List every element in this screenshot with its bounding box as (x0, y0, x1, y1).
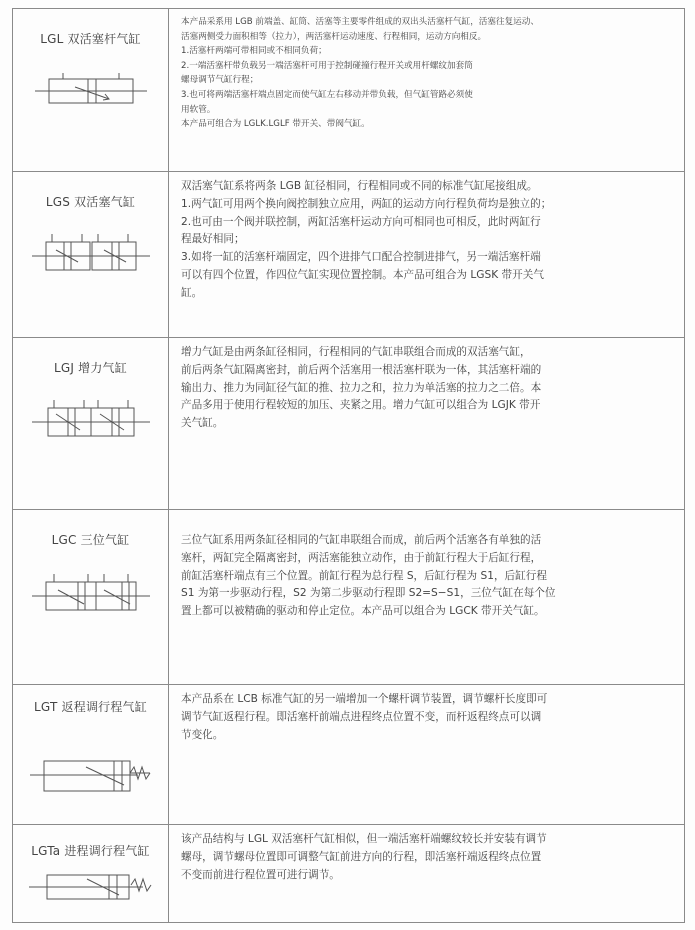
row-title: LGJ 增力气缸 (54, 361, 127, 375)
description-line: 螺母，调节螺母位置即可调整气缸前进方向的行程，即活塞杆端返程终点位置 (181, 850, 542, 863)
description-line: 1.活塞杆两端可带相同或不相同负荷； (181, 46, 327, 57)
description-line: 前缸活塞杆端点有三个位置。前缸行程为总行程 S，后缸行程为 S1，后缸行程 (181, 569, 547, 582)
row-lgs (13, 172, 685, 338)
description-line: 活塞两侧受力面积相等（拉力），两活塞杆运动速度、行程相同，运动方向相反。 (181, 31, 487, 42)
row-title: LGS 双活塞气缸 (45, 195, 136, 209)
double-piston-cylinder-diagram-icon (28, 220, 154, 284)
description-line: 本产品系在 LCB 标准气缸的另一端增加一个螺杆调节装置，调节螺杆长度即可 (181, 693, 548, 705)
row-lgc (13, 510, 685, 685)
description-line: 可以有四个位置，作四位气缸实现位置控制。本产品可组合为 LGSK 带开关气 (181, 268, 544, 281)
row-lgl-description (169, 9, 685, 172)
cylinder-spec-table (12, 8, 685, 923)
description-line: S1 为第一步驱动行程，S2 为第二步驱动行程即 S2=S−S1，三位气缸在每个位 (181, 587, 556, 600)
description-line: 螺母调节气缸行程； (181, 75, 259, 86)
description-line: 三位气缸系用两条缸径相同的气缸串联组合而成，前后两个活塞各有单独的活 (181, 534, 542, 546)
row-lgs-label-cell (13, 172, 169, 338)
row-lgl (13, 9, 685, 172)
row-title: LGL 双活塞杆气缸 (40, 32, 141, 46)
row-lgt-label-cell (13, 685, 169, 825)
row-title: LGC 三位气缸 (51, 533, 130, 547)
description-line: 3.如将一缸的活塞杆端固定，四个进排气口配合控制进排气，另一端活塞杆端 (181, 251, 541, 264)
row-lgta-label-cell (13, 825, 169, 923)
row-lgs-description (169, 172, 685, 338)
description-line: 本产品采系用 LGB 前端盖、缸筒、活塞等主要零件组成的双出头活塞杆气缸，活塞往复运动、 (181, 17, 539, 27)
row-lgc-description (169, 510, 685, 685)
row-lgj-label-cell (13, 338, 169, 510)
description-line: 输出力、推力为同缸径气缸的推、拉力之和，拉力为单活塞的拉力之二倍。本 (181, 381, 542, 394)
three-position-cylinder-diagram-icon (28, 558, 154, 628)
description-line: 2.一端活塞杆带负载另一端活塞杆可用于控制碰撞行程开关或用杆螺纹加套筒 (181, 60, 473, 71)
description-line: 调节气缸返程行程。即活塞杆前端点进程终点位置不变，而杆返程终点可以调 (181, 710, 542, 723)
description-line: 1.两气缸可用两个换向阀控制独立应用，两缸的运动方向行程负荷均是独立的； (181, 197, 552, 210)
booster-cylinder-diagram-icon (28, 386, 154, 450)
row-lgt (13, 685, 685, 825)
description-line: 置上都可以被精确的驱动和停止定位。本产品可以组合为 LGCK 带开关气缸。 (181, 605, 545, 618)
description-line: 3.也可将两端活塞杆端点固定而使气缸左右移动并带负载，但气缸管路必须使 (181, 90, 473, 101)
forward-stroke-adjust-cylinder-diagram-icon (25, 863, 157, 909)
description-line: 节变化。 (181, 728, 224, 741)
description-line: 塞杆，两缸完全隔离密封，两活塞能独立动作，由于前缸行程大于后缸行程， (181, 551, 542, 564)
row-lgc-label-cell (13, 510, 169, 685)
description-line: 不变而前进行程位置可进行调节。 (181, 868, 340, 881)
row-lgta (13, 825, 685, 923)
row-title: LGT 返程调行程气缸 (34, 700, 147, 714)
description-line: 增力气缸是由两条缸径相同，行程相同的气缸串联组合而成的双活塞气缸， (181, 346, 531, 358)
description-line: 产品多用于使用行程较短的加压、夹紧之用。增力气缸可以组合为 LGJK 带开 (181, 399, 541, 412)
description-line: 该产品结构与 LGL 双活塞杆气缸相似，但一端活塞杆端螺纹较长并安装有调节 (181, 833, 547, 845)
description-line: 缸。 (181, 286, 203, 299)
description-line: 关气缸。 (181, 417, 224, 430)
description-line: 双活塞气缸系将两条 LGB 缸径相同，行程相同或不同的标准气缸尾接组成。 (181, 180, 538, 192)
description-line: 程最好相同； (181, 233, 245, 246)
double-rod-cylinder-diagram-icon (31, 57, 151, 117)
row-lgl-label-cell (13, 9, 169, 172)
description-line: 前后两条气缸隔离密封，前后两个活塞用一根活塞杆联为一体，其活塞杆端的 (181, 363, 542, 376)
description-line: 2.也可由一个阀并联控制，两缸活塞杆运动方向可相同也可相反，此时两缸行 (181, 215, 541, 228)
row-title: LGTa 进程调行程气缸 (31, 844, 150, 858)
row-lgt-description (169, 685, 685, 825)
row-lgj (13, 338, 685, 510)
row-lgta-description (169, 825, 685, 923)
row-lgj-description (169, 338, 685, 510)
description-line: 本产品可组合为 LGLK.LGLF 带开关、带阀气缸。 (181, 119, 370, 130)
return-stroke-adjust-cylinder-diagram-icon (26, 745, 156, 809)
description-line: 用软管。 (181, 104, 216, 115)
